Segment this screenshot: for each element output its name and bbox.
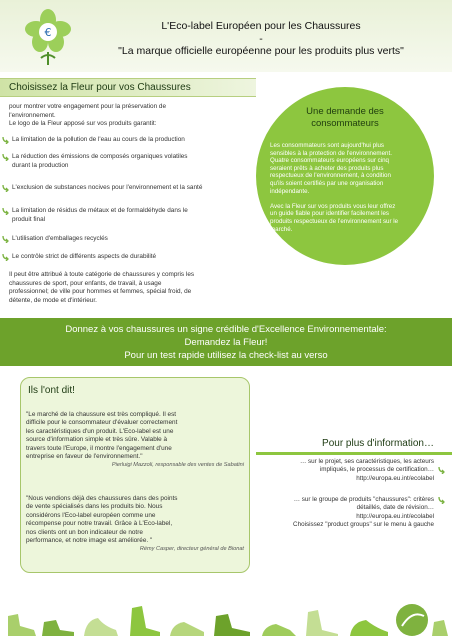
quote-text: "Le marché de la chaussure est très compliqué. Il est difficile pour le consommateur d'évaluer correctement les caractéristiques d'un produit. L'Eco-label est une source d'information simple et très sûre. Valable à travers toute l'Europe, il montre l'engagement d'une entreprise en faveur de l'environnement." [26,411,178,461]
quote-author: Pierluigi Mazzoli, responsable des ventes de Sabatini [111,462,244,468]
shoe-icon [350,620,388,636]
quote-author: Rémy Casper, directeur général de Bionat [139,546,244,552]
footer-shoes-illustration [0,586,452,640]
info-block-shoes: … sur le groupe de produits "chaussures": critères détaillés, date de révision… http://europa.eu.int/ecolabel Choisissez "product groups" sur le menu à gauche [256,496,434,530]
testimonials-heading: Ils l'ont dit! [28,385,75,396]
shoe-icon [170,622,204,636]
applicability-text: Il peut être attribué à toute catégorie de chaussures y compris les chaussures de sport, pour enfants, de travail, à usage professionnel; de ville pour hommes et femmes, spécial froid, de détente, de mode et d'intérieur. [9,271,195,304]
intro-text: pour montrer votre engagement pour la préservation de l'environnement. Le logo de la Fleur apposé sur vos produits garantit: [9,103,167,128]
shoe-icon [396,604,428,636]
shoe-icon [262,624,296,636]
banner-line: Donnez à vos chaussures un signe crédible d'Excellence Environnementale: [65,324,387,335]
shoe-icon [84,618,118,636]
list-item: L'exclusion de substances nocives pour l'environnement et la santé [2,184,254,193]
list-item: Le contrôle strict de différents aspects de durabilité [2,253,254,262]
green-arrow-icon [2,153,10,161]
svg-text:€: € [44,26,52,39]
green-arrow-icon [2,235,10,243]
green-arrow-icon [2,253,10,261]
green-arrow-icon [2,136,10,144]
eu-flower-logo-icon [24,8,72,66]
call-to-action-banner [0,318,452,366]
divider [256,452,452,455]
ecolabel-link[interactable]: http://europa.eu.int/ecolabel [356,512,434,520]
list-item: La limitation de la pollution de l'eau au cours de la production [2,136,254,145]
consumer-demand-title: Une demande des consommateurs [306,106,384,129]
shoe-icon [214,614,250,636]
shoe-icon [8,614,36,636]
green-arrow-icon [2,184,10,192]
shoe-icon [130,606,160,636]
list-item: La limitation de résidus de métaux et de formaldéhyde dans le produit final [2,207,254,224]
shoe-icon [432,620,448,636]
list-item: La réduction des émissions de composés organiques volatiles durant la production [2,153,254,170]
ecolabel-link[interactable]: http://europa.eu.int/ecolabel [356,474,434,482]
list-item: L'utilisation d'emballages recyclés [2,235,254,244]
shoe-icon [42,620,74,636]
page-title: L'Eco-label Européen pour les Chaussures - "La marque officielle européenne pour les produits plus verts" [118,20,404,57]
green-arrow-icon [438,466,446,474]
banner-line: Pour un test rapide utilisez la check-list au verso [124,350,328,361]
quote-text: "Nous vendions déjà des chaussures dans des points de vente spécialisés dans les produits bio. Nous considérons l'Eco-label européen comme une récompense pour notre travail. Grâce à L'Eco-label, nos clients ont un bon indicateur de notre performance, et notre image est améliorée. " [26,495,178,545]
shoe-icon [306,610,338,636]
green-arrow-icon [2,207,10,215]
section-heading-flower: Choisissez la Fleur pour vos Chaussures [0,78,256,97]
more-info-title: Pour plus d'information… [322,438,434,449]
green-arrow-icon [438,496,446,504]
consumer-demand-text: Les consommateurs sont aujourd'hui plus sensibles à la protection de l'environnement. Quatre consommateurs européens sur cinq seraient prêts à acheter des produits plus respectueux de l'environnement, à condition qu'ils soient certifiés par une organisation indépendante. Avec la Fleur sur vos produits vous leur offrez un guide fiable pour identifier facilement les produits respectueux de l'environnement sur le marché. [270,142,399,233]
info-block-project: … sur le projet, ses caractéristiques, les acteurs impliqués, le processus de certification… http://europa.eu.int/ecolabel [256,458,434,483]
banner-line: Demandez la Fleur! [184,337,268,348]
